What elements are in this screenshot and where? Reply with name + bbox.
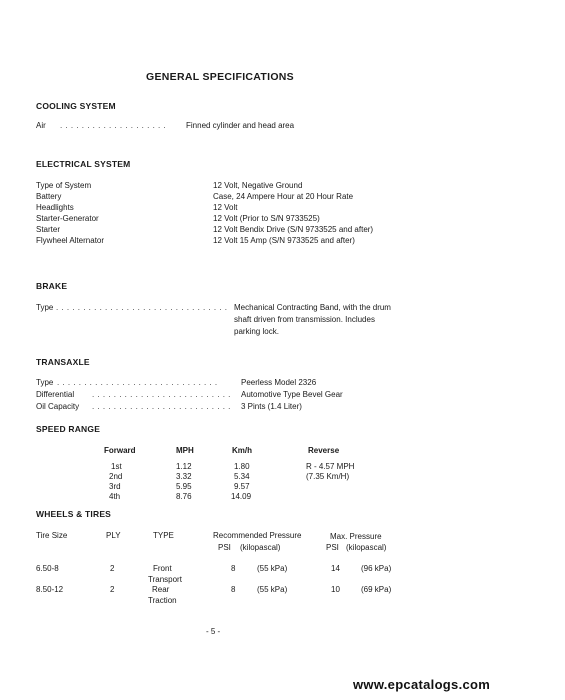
- watermark-url: www.epcatalogs.com: [353, 677, 491, 692]
- speed-kmh: 9.57: [234, 482, 250, 491]
- speed-mph: 5.95: [176, 482, 192, 491]
- electrical-system-heading: ELECTRICAL SYSTEM: [36, 159, 131, 169]
- electrical-label: Starter: [36, 225, 61, 234]
- tire-col-max-kpa: (kilopascal): [346, 543, 387, 552]
- tire-type-detail: Traction: [148, 596, 177, 605]
- electrical-label: Starter-Generator: [36, 214, 99, 223]
- cooling-system-heading: COOLING SYSTEM: [36, 101, 116, 111]
- speed-kmh: 1.80: [234, 462, 250, 471]
- tire-max-psi: 10: [331, 585, 340, 594]
- speed-mph: 8.76: [176, 492, 192, 501]
- tire-col-rec-kpa: (kilopascal): [240, 543, 281, 552]
- electrical-value: Case, 24 Ampere Hour at 20 Hour Rate: [213, 192, 354, 201]
- brake-heading: BRAKE: [36, 281, 68, 291]
- electrical-label: Flywheel Alternator: [36, 236, 105, 245]
- transaxle-leader: . . . . . . . . . . . . . . . . . . . . . . . . . .: [92, 402, 231, 411]
- transaxle-label: Differential: [36, 390, 75, 399]
- speed-reverse-kmh: (7.35 Km/H): [306, 472, 350, 481]
- tire-max-kpa: (96 kPa): [361, 564, 392, 573]
- speed-gear: 3rd: [109, 482, 121, 491]
- transaxle-label: Oil Capacity: [36, 402, 80, 411]
- speed-col-mph: MPH: [176, 446, 194, 455]
- brake-type-value-line: Mechanical Contracting Band, with the drum: [234, 303, 391, 312]
- transaxle-label: Type: [36, 378, 54, 387]
- tire-col-ply: PLY: [106, 531, 121, 540]
- cooling-air-label: Air: [36, 121, 46, 130]
- tire-rec-psi: 8: [231, 585, 236, 594]
- tire-rec-kpa: (55 kPa): [257, 564, 288, 573]
- tire-col-type: TYPE: [153, 531, 174, 540]
- transaxle-leader: . . . . . . . . . . . . . . . . . . . . . . . . . .: [92, 390, 231, 399]
- speed-mph: 3.32: [176, 472, 192, 481]
- tire-max-psi: 14: [331, 564, 340, 573]
- speed-range-heading: SPEED RANGE: [36, 424, 101, 434]
- tire-col-size: Tire Size: [36, 531, 68, 540]
- transaxle-value: 3 Pints (1.4 Liter): [241, 402, 302, 411]
- electrical-label: Headlights: [36, 203, 74, 212]
- speed-kmh: 5.34: [234, 472, 250, 481]
- tire-col-rec-psi: PSI: [218, 543, 231, 552]
- speed-reverse-mph: R - 4.57 MPH: [306, 462, 355, 471]
- tire-type-detail: Transport: [148, 575, 182, 584]
- speed-gear: 2nd: [109, 472, 123, 481]
- electrical-value: 12 Volt: [213, 203, 238, 212]
- electrical-label: Type of System: [36, 181, 92, 190]
- electrical-value: 12 Volt Bendix Drive (S/N 9733525 and after): [213, 225, 374, 234]
- tire-ply: 2: [110, 585, 115, 594]
- electrical-value: 12 Volt (Prior to S/N 9733525): [213, 214, 320, 223]
- speed-col-kmh: Km/h: [232, 446, 252, 455]
- tire-col-max: Max. Pressure: [330, 532, 382, 541]
- transaxle-leader: . . . . . . . . . . . . . . . . . . . . . . . . . . . . . .: [57, 378, 218, 387]
- electrical-value: 12 Volt 15 Amp (S/N 9733525 and after): [213, 236, 355, 245]
- transaxle-value: Automotive Type Bevel Gear: [241, 390, 343, 399]
- electrical-value: 12 Volt, Negative Ground: [213, 181, 303, 190]
- brake-type-value-line: shaft driven from transmission. Includes: [234, 315, 375, 324]
- page-number: - 5 -: [206, 627, 221, 636]
- speed-mph: 1.12: [176, 462, 192, 471]
- electrical-label: Battery: [36, 192, 62, 201]
- cooling-air-leader: . . . . . . . . . . . . . . . . . . . .: [60, 121, 167, 130]
- tire-type: Front: [153, 564, 172, 573]
- tire-size: 8.50-12: [36, 585, 64, 594]
- brake-type-value-line: parking lock.: [234, 327, 279, 336]
- tire-max-kpa: (69 kPa): [361, 585, 392, 594]
- tire-rec-psi: 8: [231, 564, 236, 573]
- speed-col-forward: Forward: [104, 446, 136, 455]
- wheels-tires-heading: WHEELS & TIRES: [36, 509, 112, 519]
- transaxle-value: Peerless Model 2326: [241, 378, 317, 387]
- speed-gear: 1st: [111, 462, 122, 471]
- speed-gear: 4th: [109, 492, 121, 501]
- tire-size: 6.50-8: [36, 564, 59, 573]
- speed-kmh: 14.09: [231, 492, 252, 501]
- speed-col-reverse: Reverse: [308, 446, 340, 455]
- tire-ply: 2: [110, 564, 115, 573]
- tire-col-recommended: Recommended Pressure: [213, 531, 302, 540]
- page-title: GENERAL SPECIFICATIONS: [146, 71, 294, 83]
- brake-type-leader: . . . . . . . . . . . . . . . . . . . . . . . . . . . . . . . .: [56, 303, 228, 312]
- transaxle-heading: TRANSAXLE: [36, 357, 90, 367]
- tire-rec-kpa: (55 kPa): [257, 585, 288, 594]
- cooling-air-value: Finned cylinder and head area: [186, 121, 295, 130]
- tire-type: Rear: [152, 585, 170, 594]
- brake-type-label: Type: [36, 303, 54, 312]
- tire-col-max-psi: PSI: [326, 543, 339, 552]
